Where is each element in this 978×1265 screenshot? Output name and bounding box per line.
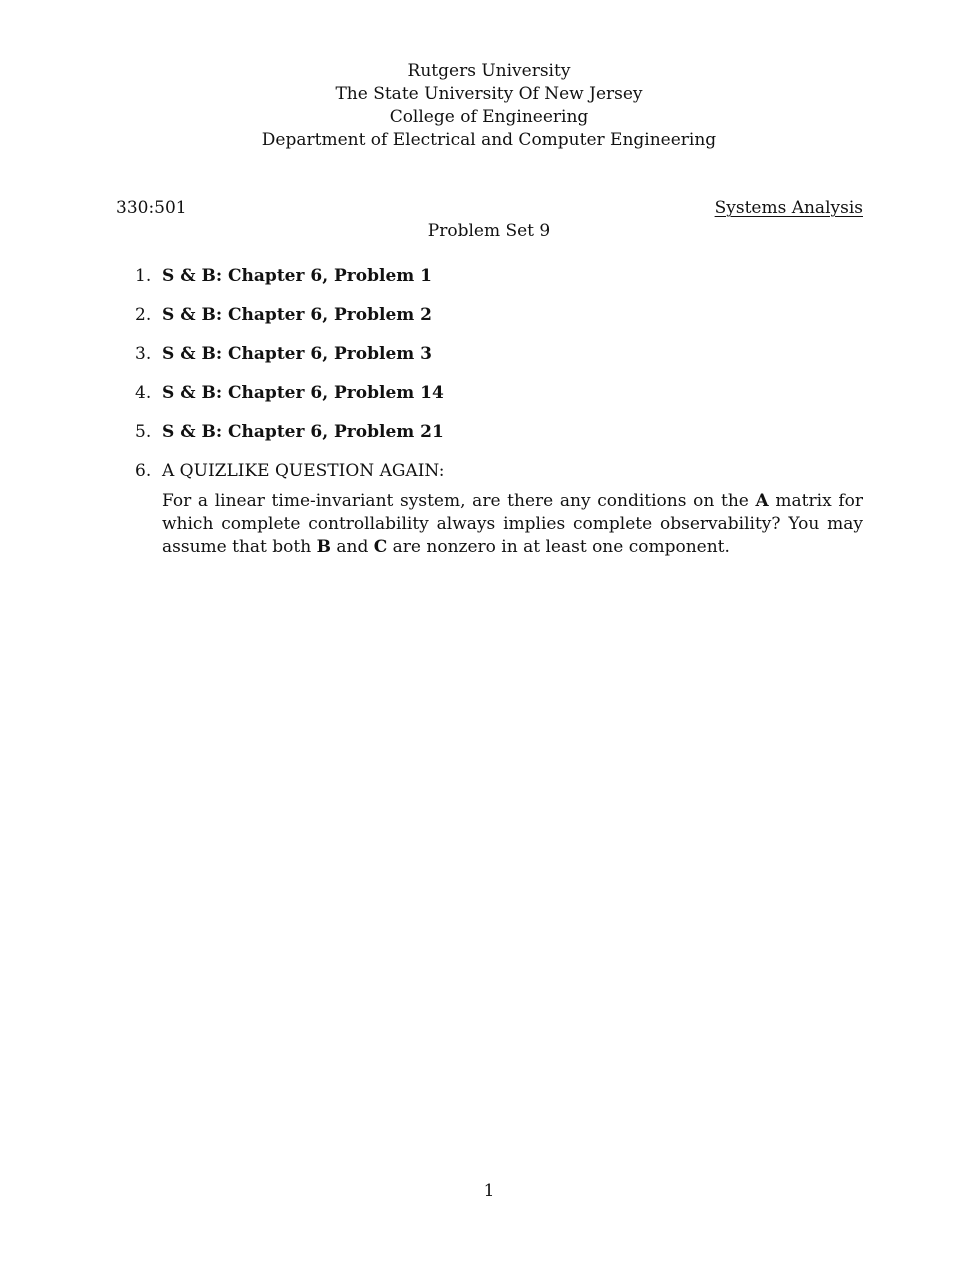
matrix-b-symbol: B: [316, 537, 331, 557]
question-body: [162, 490, 863, 559]
problem-item: [116, 342, 863, 381]
matrix-c-symbol: C: [373, 537, 388, 557]
problem-text: S & B: Chapter 6, Problem 1: [162, 266, 432, 286]
problem-text: S & B: Chapter 6, Problem 3: [162, 344, 432, 364]
problem-number: 4.: [135, 383, 152, 403]
course-title: Systems Analysis: [714, 198, 863, 218]
matrix-a-symbol: A: [755, 491, 769, 511]
course-row: [116, 198, 863, 222]
problem-text: S & B: Chapter 6, Problem 21: [162, 422, 444, 442]
question-text-part: and: [330, 537, 374, 557]
problem-number: 1.: [135, 266, 152, 286]
question-heading: A QUIZLIKE QUESTION AGAIN:: [162, 461, 445, 481]
university-name: Rutgers University: [407, 61, 571, 81]
university-subtitle: The State University Of New Jersey: [335, 84, 643, 104]
problem-item: [116, 303, 863, 342]
problem-number: 2.: [135, 305, 152, 325]
question-text-part: For a linear time-invariant system, are there any conditions on the: [162, 491, 756, 511]
problem-set-title: Problem Set 9: [427, 221, 551, 241]
problem-number: 3.: [135, 344, 152, 364]
department-name: Department of Electrical and Computer Engineering: [261, 130, 717, 150]
problem-text: S & B: Chapter 6, Problem 2: [162, 305, 432, 325]
problem-list: [116, 264, 863, 498]
problem-item: [116, 420, 863, 459]
course-number: 330:501: [116, 198, 187, 218]
problem-item: [116, 381, 863, 420]
institution-header: [0, 60, 978, 152]
page-number: 1: [483, 1181, 495, 1201]
problem-number: 5.: [135, 422, 152, 442]
problem-item: [116, 264, 863, 303]
problem-text: S & B: Chapter 6, Problem 14: [162, 383, 444, 403]
college-name: College of Engineering: [389, 107, 589, 127]
problem-number: 6.: [135, 461, 152, 481]
question-text-part: are nonzero in at least one component.: [387, 537, 730, 557]
question-text-part: matrix for which complete controllability always implies complete observability? You may assume that both: [162, 491, 864, 557]
